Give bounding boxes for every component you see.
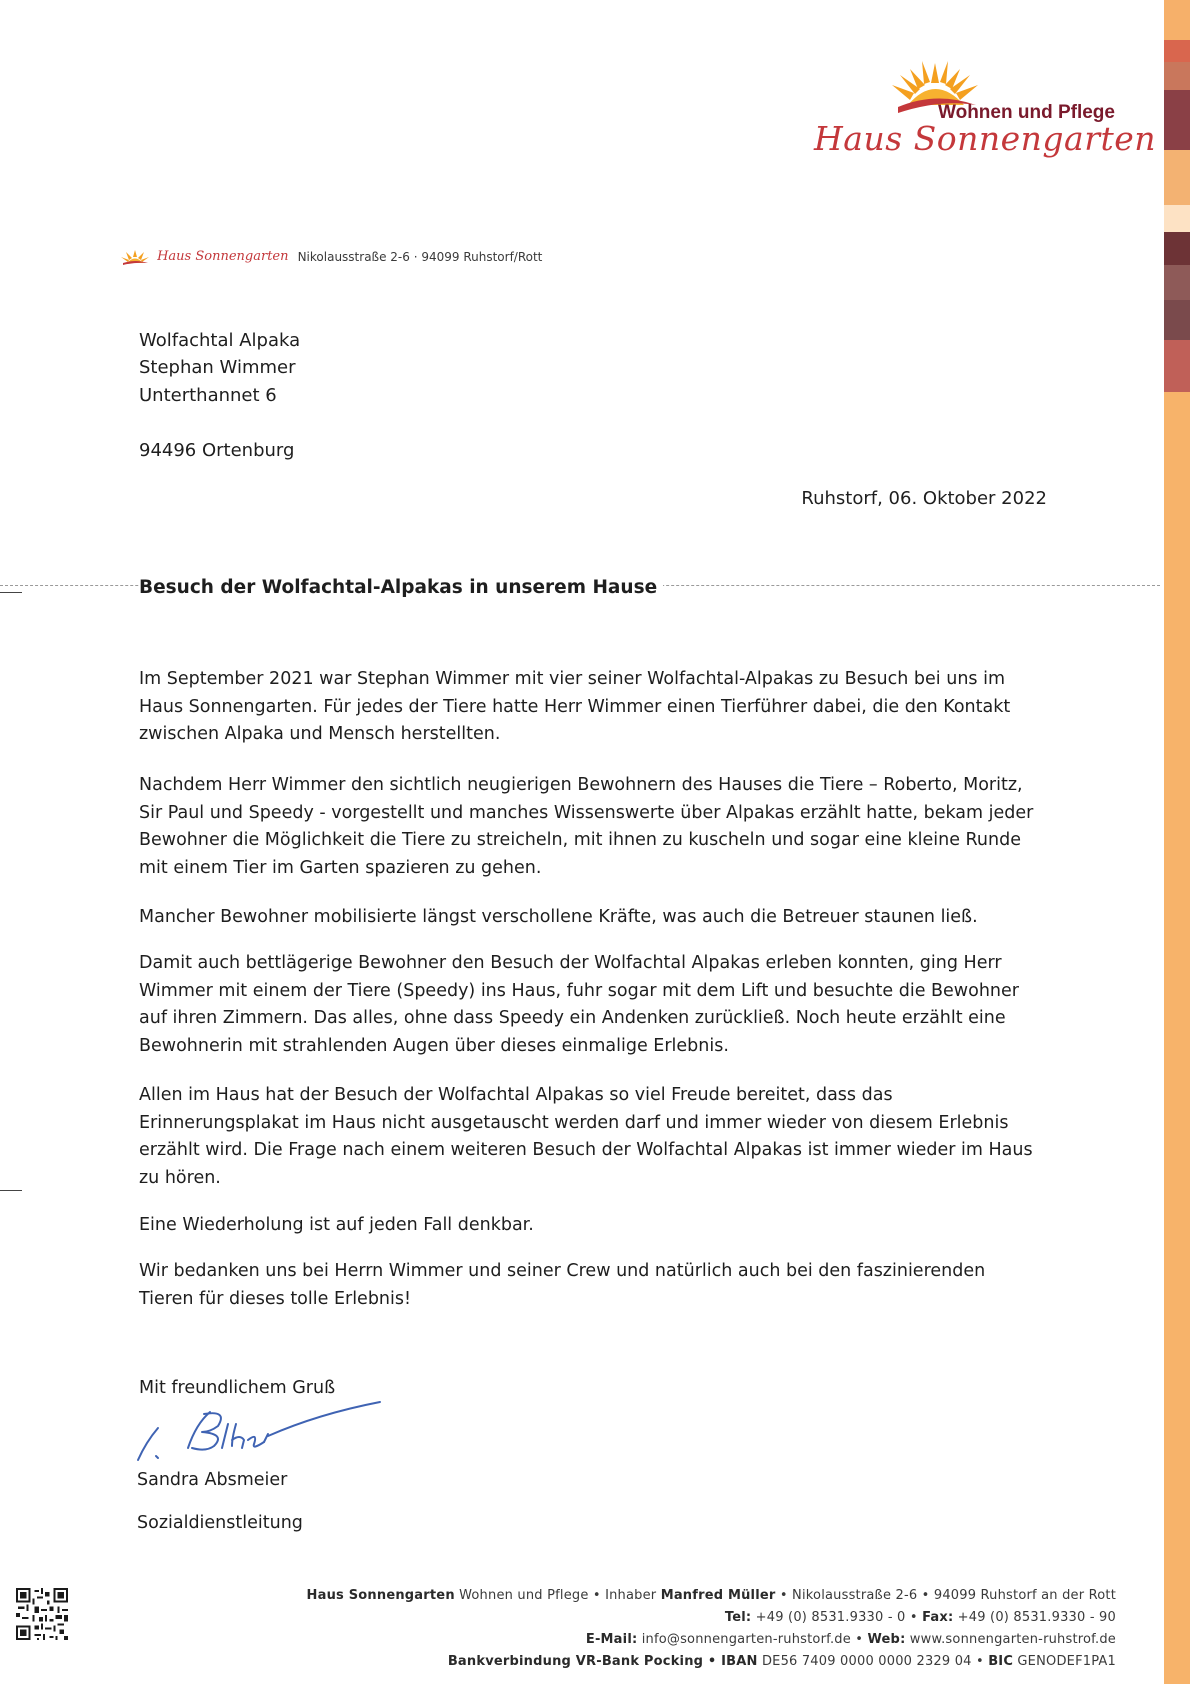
body-paragraph: Mancher Bewohner mobilisierte längst verschollene Kräfte, was auch die Betreuer staunen ließ. (139, 907, 978, 927)
recipient-company: Wolfachtal Alpaka (139, 330, 301, 351)
footer-iban: DE56 7409 0000 0000 2329 04 • (757, 1654, 989, 1669)
strip-segment (1164, 340, 1190, 392)
footer-bic: GENODEF1PA1 (1013, 1654, 1116, 1669)
body-paragraph: Wir bedanken uns bei Herrn Wimmer und seiner Crew und natürlich auch bei den faszinierenden Tieren für dieses tolle Erlebnis! (139, 1261, 986, 1309)
footer-tel: +49 (0) 8531.9330 - 0 • (751, 1610, 923, 1625)
sender-line (120, 246, 542, 268)
strip-segment (1164, 0, 1190, 40)
footer-tel-label: Tel: (724, 1610, 752, 1625)
strip-segment (1164, 90, 1190, 150)
footer-line-bank (448, 1654, 1116, 1669)
strip-segment (1164, 205, 1190, 232)
footer-line-phone (725, 1610, 1116, 1625)
letter-date: Ruhstorf, 06. Oktober 2022 (801, 488, 1047, 509)
recipient-city: 94496 Ortenburg (139, 440, 295, 461)
strip-segment (1164, 40, 1190, 62)
footer-bic-label: BIC (988, 1654, 1014, 1669)
body-paragraph: Damit auch bettlägerige Bewohner den Besuch der Wolfachtal Alpakas erleben konnten, ging Herr Wimmer mit einem der Tiere (Speedy) ins Haus, fuhr sogar mit dem Lift und besuchte die Bewohner auf ihren Zimmern. Das alles, ohne dass Speedy ein Andenken zurückließ. Noch heute erzählt eine Bewohnerin mit strahlenden Augen über dieses einmalige Erlebnis. (139, 953, 1019, 1056)
recipient-name: Stephan Wimmer (139, 357, 296, 378)
footer-fax-label: Fax: (922, 1610, 954, 1625)
strip-segment (1164, 265, 1190, 300)
strip-segment (1164, 62, 1190, 90)
footer-line-company (307, 1588, 1116, 1603)
footer-line-web (586, 1632, 1116, 1647)
footer-address: • Nikolausstraße 2-6 • 94099 Ruhstorf an der Rott (775, 1588, 1116, 1603)
footer-company: Haus Sonnengarten (306, 1588, 455, 1603)
footer-mail-label: E-Mail: (585, 1632, 638, 1647)
signer-role: Sozialdienstleitung (137, 1513, 303, 1533)
logo-subtitle: Wohnen und Pflege (938, 102, 1115, 123)
company-logo (800, 55, 1157, 165)
body-paragraph: Eine Wiederholung ist auf jeden Fall denkbar. (139, 1215, 534, 1235)
sender-address: Nikolausstraße 2-6 · 94099 Ruhstorf/Rott (297, 249, 543, 264)
strip-segment (1164, 392, 1190, 1684)
body-paragraph: Im September 2021 war Stephan Wimmer mit vier seiner Wolfachtal-Alpakas zu Besuch bei uns im Haus Sonnengarten. Für jedes der Tiere hatte Herr Wimmer einen Tierführer dabei, die den Kontakt zwischen Alpaka und Mensch herstellten. (139, 669, 1011, 744)
small-sun-logo-icon (120, 249, 150, 265)
footer-bank-label: Bankverbindung VR-Bank Pocking • IBAN (447, 1654, 758, 1669)
strip-segment (1164, 232, 1190, 265)
handwritten-signature (118, 1384, 388, 1464)
footer-owner: Manfred Müller (660, 1588, 776, 1603)
footer-company-desc: Wohnen und Pflege • Inhaber (454, 1588, 661, 1603)
recipient-street: Unterthannet 6 (139, 385, 277, 406)
strip-segment (1164, 150, 1190, 205)
fold-mark (0, 592, 22, 593)
sender-brand: Haus Sonnengarten (157, 249, 289, 264)
footer-email: info@sonnengarten-ruhstorf.de • (637, 1632, 868, 1647)
footer-fax: +49 (0) 8531.9330 - 90 (953, 1610, 1116, 1625)
decorative-color-strip (1164, 0, 1190, 1684)
letter-subject: Besuch der Wolfachtal-Alpakas in unserem Hause (139, 577, 663, 598)
body-paragraph: Allen im Haus hat der Besuch der Wolfachtal Alpakas so viel Freude bereitet, dass das Erinnerungsplakat im Haus nicht ausgetauscht werden darf und immer wieder von diesem Erlebnis erzählt wird. Die Frage nach einem weiteren Besuch der Wolfachtal Alpakas ist immer wieder im Haus zu hören. (139, 1085, 1033, 1188)
fold-mark (0, 1190, 22, 1191)
signer-name: Sandra Absmeier (137, 1470, 288, 1490)
body-paragraph: Nachdem Herr Wimmer den sichtlich neugierigen Bewohnern des Hauses die Tiere – Roberto, Moritz, Sir Paul und Speedy - vorgestellt und manches Wissenswerte über Alpakas erzählt hatte, bekam jeder Bewohner die Möglichkeit die Tiere zu streicheln, mit ihnen zu kuscheln und sogar eine kleine Runde mit einem Tier im Garten spazieren zu gehen. (139, 775, 1034, 878)
footer-website: www.sonnengarten-ruhstrof.de (905, 1632, 1116, 1647)
logo-title: Haus Sonnengarten (814, 119, 1157, 158)
strip-segment (1164, 300, 1190, 340)
closing-phrase: Mit freundlichem Gruß (139, 1378, 336, 1398)
qr-code-icon (16, 1588, 68, 1640)
footer-web-label: Web: (867, 1632, 906, 1647)
